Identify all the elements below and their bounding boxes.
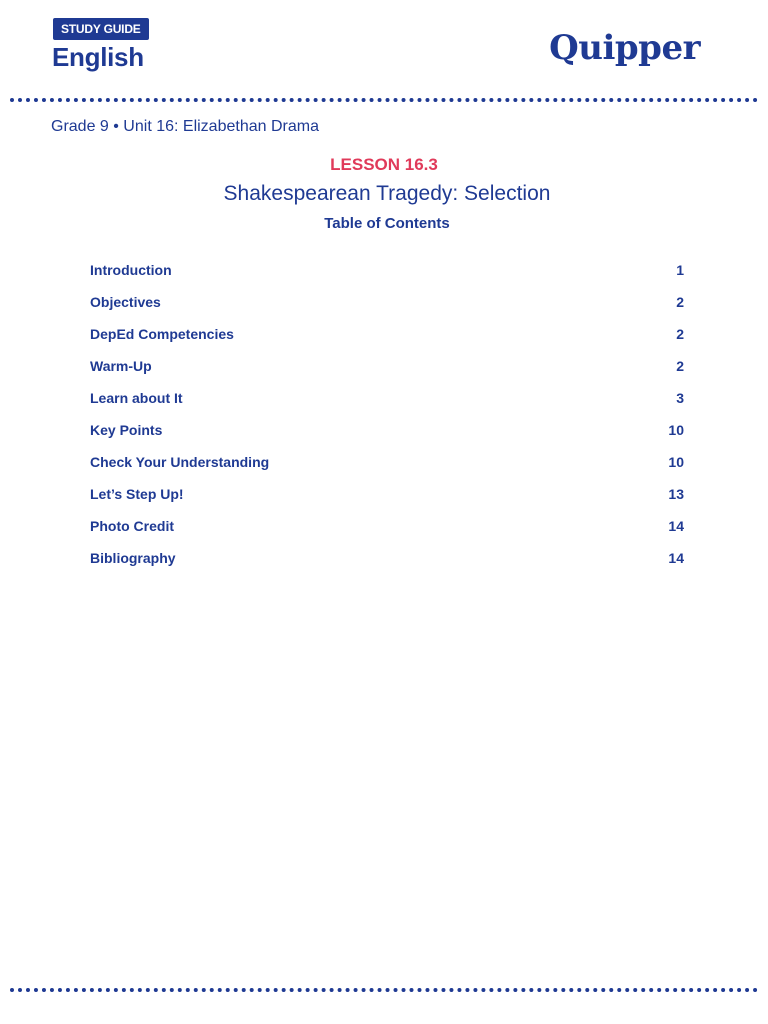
toc-item-label: Photo Credit	[90, 518, 174, 534]
toc-item-introduction[interactable]	[90, 254, 684, 286]
bottom-dotted-divider	[10, 988, 758, 992]
lesson-title: Shakespearean Tragedy: Selection	[223, 182, 551, 205]
lesson-number: LESSON 16.3	[330, 155, 438, 174]
toc-item-page: 2	[676, 326, 684, 342]
toc-item-page: 14	[668, 518, 684, 534]
toc-item-label: Bibliography	[90, 550, 176, 566]
toc-item-objectives[interactable]	[90, 286, 684, 318]
toc-item-label: Warm-Up	[90, 358, 152, 374]
toc-item-label: DepEd Competencies	[90, 326, 234, 342]
toc-item-bibliography[interactable]	[90, 542, 684, 574]
toc-item-lets-step-up[interactable]	[90, 478, 684, 510]
toc-item-page: 10	[668, 454, 684, 470]
toc-item-page: 1	[676, 262, 684, 278]
top-dotted-divider	[10, 98, 758, 102]
quipper-logo: Quipper	[549, 28, 700, 68]
toc-item-page: 10	[668, 422, 684, 438]
toc-item-photo-credit[interactable]	[90, 510, 684, 542]
toc-item-page: 2	[676, 358, 684, 374]
toc-item-warm-up[interactable]	[90, 350, 684, 382]
toc-item-label: Learn about It	[90, 390, 183, 406]
toc-item-label: Introduction	[90, 262, 172, 278]
toc-item-label: Check Your Understanding	[90, 454, 270, 470]
toc-item-label: Let’s Step Up!	[90, 486, 184, 502]
toc-item-key-points[interactable]	[90, 414, 684, 446]
toc-item-label: Key Points	[90, 422, 163, 438]
table-of-contents	[90, 254, 684, 574]
toc-item-page: 13	[668, 486, 684, 502]
toc-item-label: Objectives	[90, 294, 161, 310]
toc-heading: Table of Contents	[324, 215, 450, 232]
breadcrumb: Grade 9 • Unit 16: Elizabethan Drama	[51, 118, 319, 135]
toc-item-page: 3	[676, 390, 684, 406]
toc-item-deped-competencies[interactable]	[90, 318, 684, 350]
study-guide-badge: STUDY GUIDE	[53, 18, 149, 40]
toc-item-learn-about-it[interactable]	[90, 382, 684, 414]
toc-item-page: 14	[668, 550, 684, 566]
toc-item-page: 2	[676, 294, 684, 310]
subject-title: English	[52, 42, 144, 72]
toc-item-check-your-understanding[interactable]	[90, 446, 684, 478]
